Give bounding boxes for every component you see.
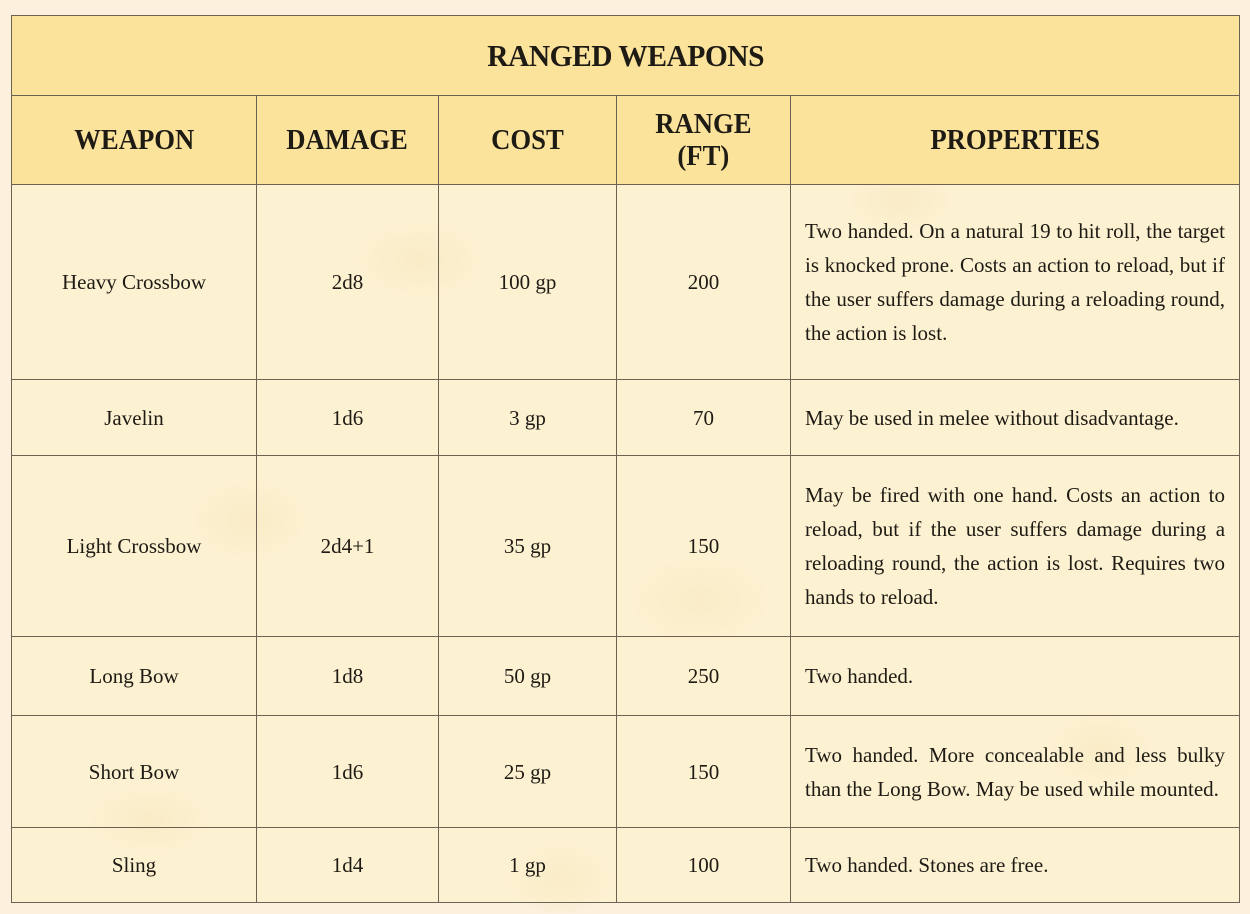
weapon-cell: Sling	[12, 828, 257, 903]
table-title: RANGED WEAPONS	[487, 37, 764, 73]
cost-cell: 1 gp	[439, 828, 617, 903]
table-row	[12, 185, 1240, 380]
ranged-weapons-sheet	[11, 15, 1239, 903]
properties-cell: Two handed. On a natural 19 to hit roll, the target is knocked prone. Costs an action to reload, but if the user suffers damage during a reloading round, the action is lost.	[791, 185, 1240, 380]
weapon-cell: Short Bow	[12, 716, 257, 828]
table-row	[12, 456, 1240, 637]
table-row	[12, 828, 1240, 903]
header-row	[12, 96, 1240, 185]
properties-cell: Two handed.	[791, 637, 1240, 716]
damage-cell: 2d4+1	[257, 456, 439, 637]
title-row	[12, 16, 1240, 96]
table-title-cell	[12, 16, 1240, 96]
column-header-weapon: WEAPON	[12, 96, 257, 185]
column-header-range: RANGE (FT)	[617, 96, 791, 185]
damage-cell: 2d8	[257, 185, 439, 380]
weapon-cell: Long Bow	[12, 637, 257, 716]
weapon-cell: Light Crossbow	[12, 456, 257, 637]
properties-cell: Two handed. More concealable and less bulky than the Long Bow. May be used while mounted.	[791, 716, 1240, 828]
range-cell: 200	[617, 185, 791, 380]
cost-cell: 50 gp	[439, 637, 617, 716]
properties-cell: May be fired with one hand. Costs an action to reload, but if the user suffers damage during a reloading round, the action is lost. Requires two hands to reload.	[791, 456, 1240, 637]
range-cell: 250	[617, 637, 791, 716]
damage-cell: 1d4	[257, 828, 439, 903]
damage-cell: 1d6	[257, 380, 439, 456]
range-cell: 150	[617, 456, 791, 637]
range-cell: 100	[617, 828, 791, 903]
ranged-weapons-table	[11, 15, 1240, 903]
range-cell: 70	[617, 380, 791, 456]
column-header-damage: DAMAGE	[257, 96, 439, 185]
range-cell: 150	[617, 716, 791, 828]
weapon-cell: Heavy Crossbow	[12, 185, 257, 380]
column-header-properties: PROPERTIES	[791, 96, 1240, 185]
cost-cell: 35 gp	[439, 456, 617, 637]
cost-cell: 100 gp	[439, 185, 617, 380]
damage-cell: 1d6	[257, 716, 439, 828]
properties-cell: May be used in melee without disadvantage.	[791, 380, 1240, 456]
table-row	[12, 716, 1240, 828]
damage-cell: 1d8	[257, 637, 439, 716]
weapon-cell: Javelin	[12, 380, 257, 456]
column-header-cost: COST	[439, 96, 617, 185]
cost-cell: 25 gp	[439, 716, 617, 828]
table-row	[12, 380, 1240, 456]
cost-cell: 3 gp	[439, 380, 617, 456]
table-row	[12, 637, 1240, 716]
properties-cell: Two handed. Stones are free.	[791, 828, 1240, 903]
